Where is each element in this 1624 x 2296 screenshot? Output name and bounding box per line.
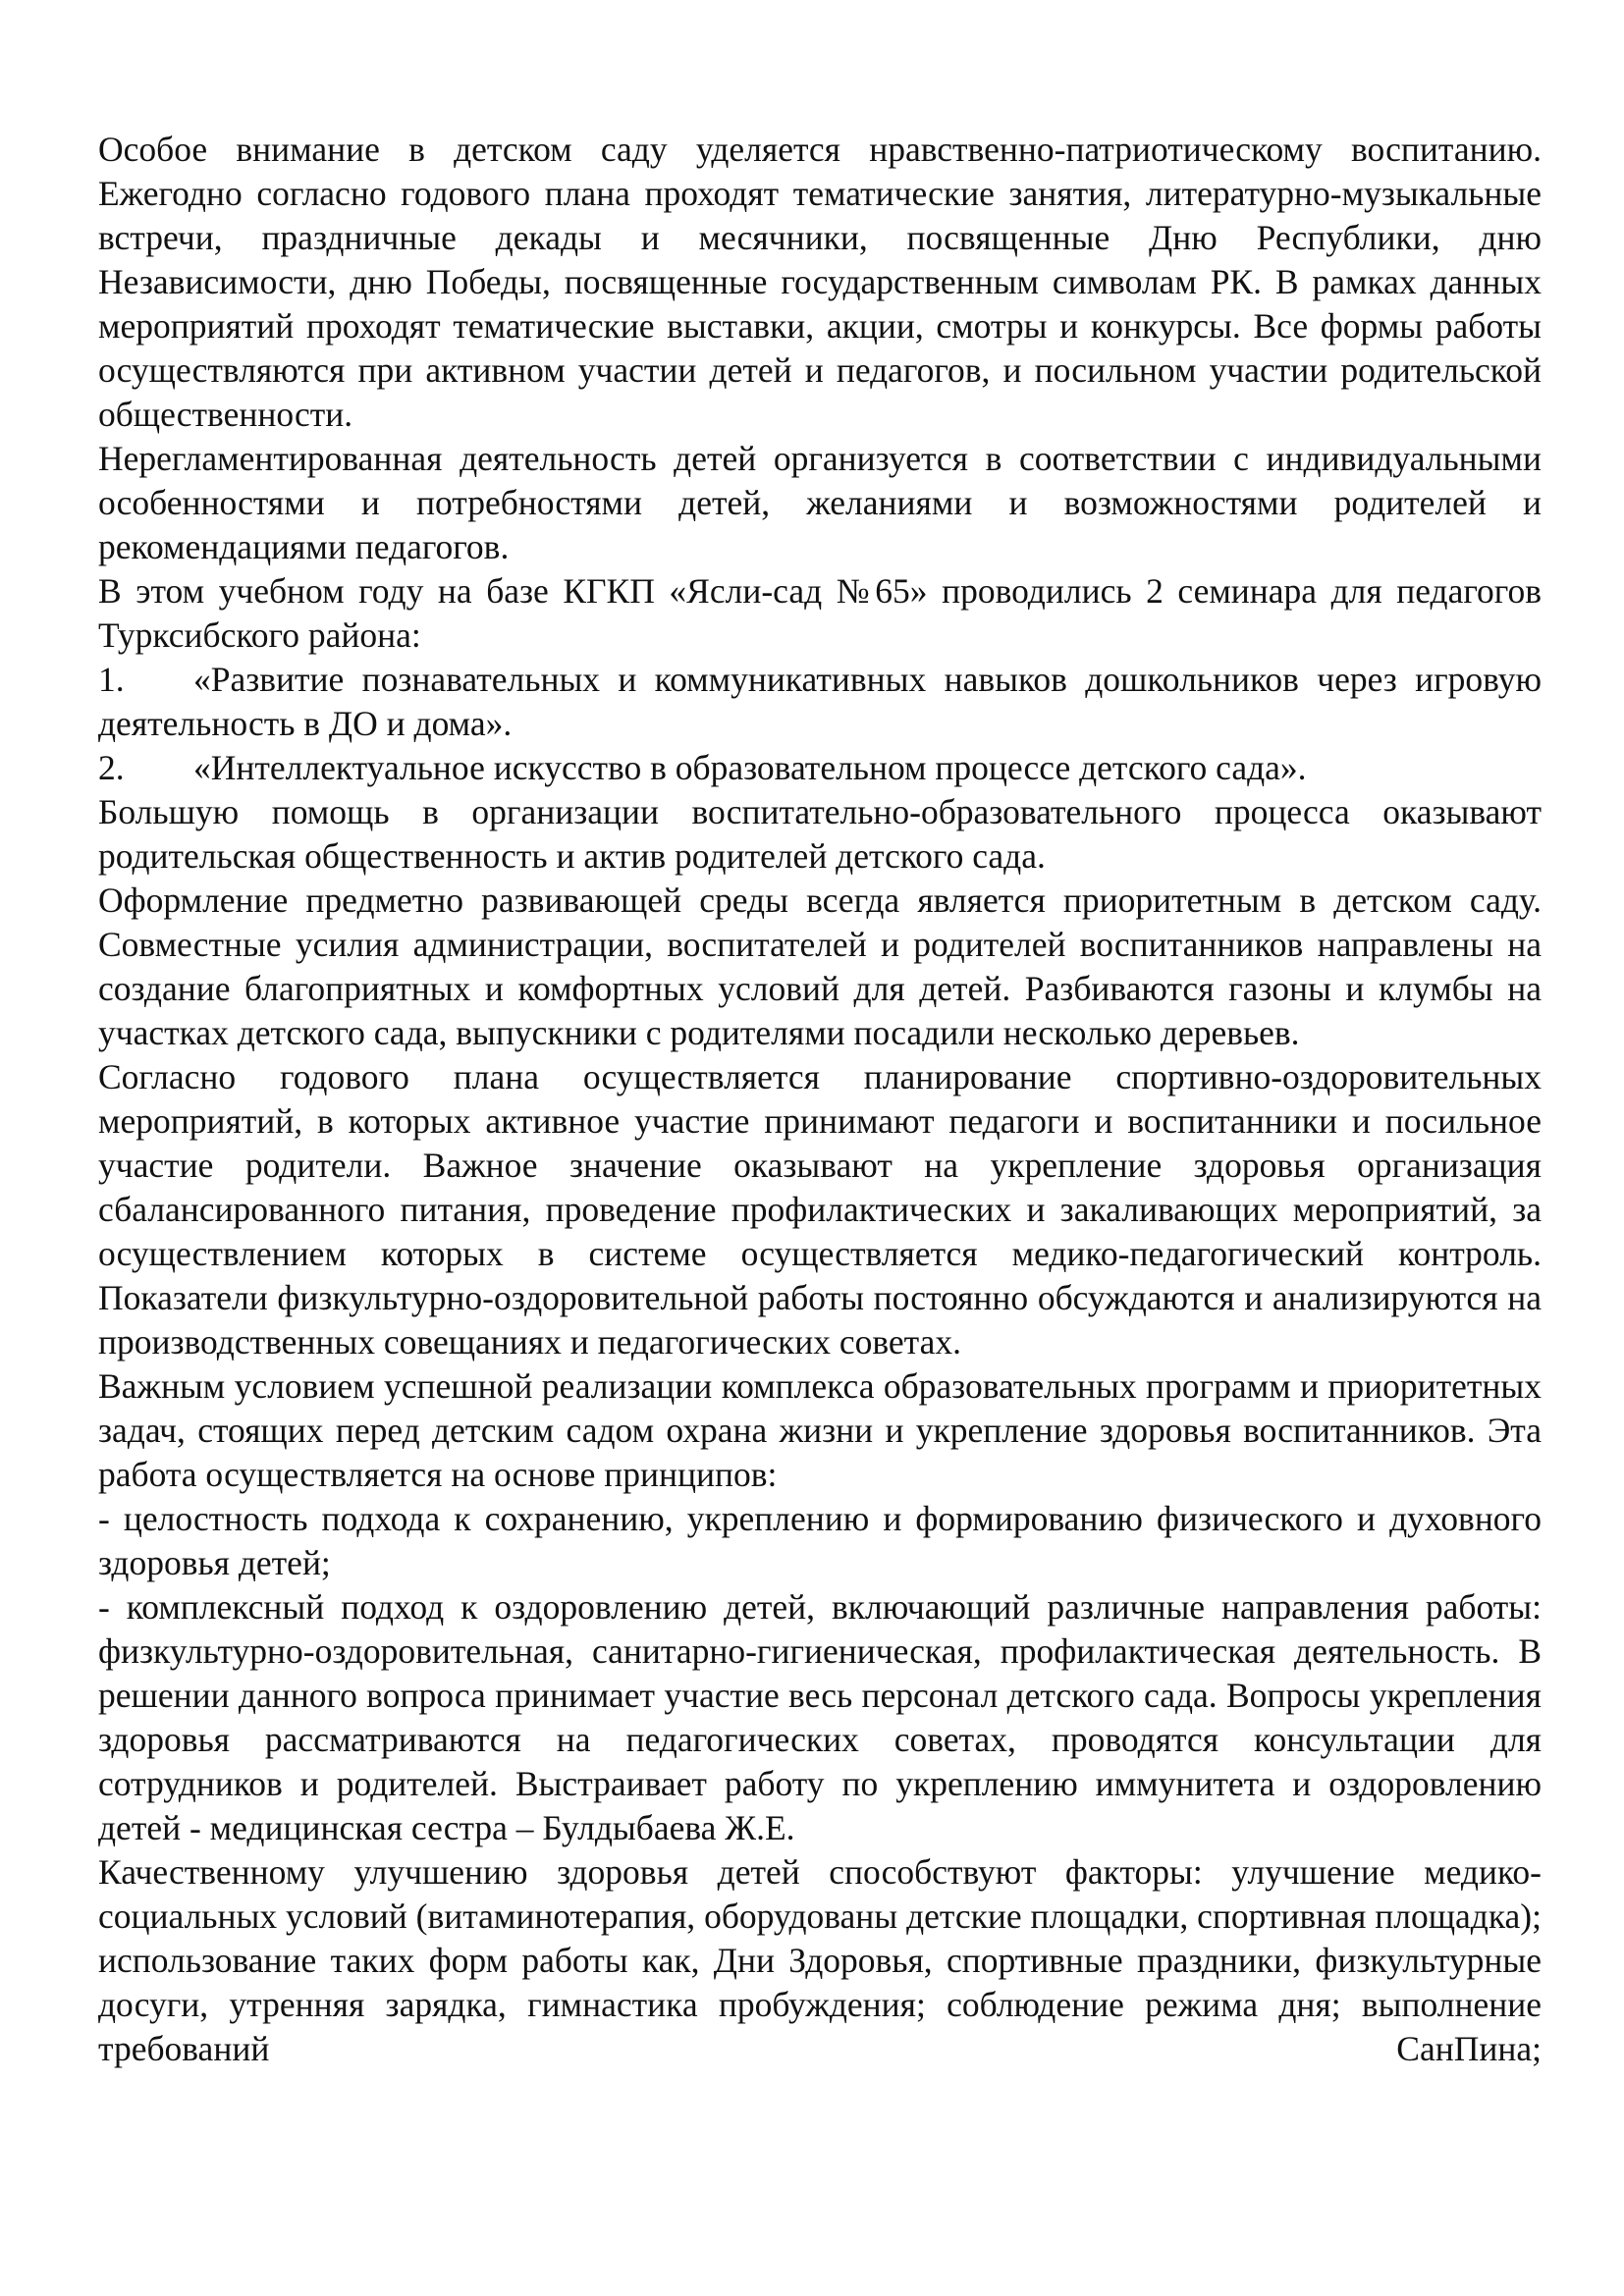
paragraph-patriotic-education: Особое внимание в детском саду уделяется нравственно-патриотическому воспитанию. Ежегодно согласно годового плана проходят тематические занятия, литературно-музыкальные встречи, праздничные декады и месячники, посвященные Дню Республики, дню Независимости, дню Победы, посвященные государственным символам РК. В рамках данных мероприятий проходят тематические выставки, акции, смотры и конкурсы. Все формы работы осуществляются при активном участии детей и педагогов, и посильном участии родительской общественности. [98,130,1542,434]
seminar-number: 1. [98,660,125,699]
paragraph-health-protection: Важным условием успешной реализации комплекса образовательных программ и приоритетных задач, стоящих перед детским садом охрана жизни и укрепление здоровья воспитанников. Эта работа осуществляется на основе принципов: [98,1366,1542,1494]
paragraph-sports-plan: Согласно годового плана осуществляется планирование спортивно-оздоровительных мероприятий, в которых активное участие принимают педагоги и воспитанники и посильное участие родители. Важное значение оказывают на укрепление здоровья организация сбалансированного питания, проведение профилактических и закаливающих мероприятий, за осуществлением которых в системе осуществляется медико-педагогический контроль. Показатели физкультурно-оздоровительной работы постоянно обсуждаются и анализируются на производственных совещаниях и педагогических советах. [98,1057,1542,1362]
paragraph-parent-help: Большую помощь в организации воспитательно-образовательного процесса оказывают родительская общественность и актив родителей детского сада. [98,792,1542,876]
seminar-item-1 [98,658,1542,746]
seminar-text: «Развитие познавательных и коммуникативных навыков дошкольников через игровую деятельность в ДО и дома». [98,660,1542,743]
paragraph-principle-complex: - комплексный подход к оздоровлению детей, включающий различные направления работы: физкультурно-оздоровительная, санитарно-гигиеническая, профилактическая деятельность. В решении данного вопроса принимает участие весь персонал детского сада. Вопросы укрепления здоровья рассматриваются на педагогических советах, проводятся консультации для сотрудников и родителей. Выстраивает работу по укреплению иммунитета и оздоровлению детей - медицинская сестра – Булдыбаева Ж.Е. [98,1587,1542,1847]
seminar-number: 2. [98,748,125,787]
paragraph-principle-integrity: - целостность подхода к сохранению, укреплению и формированию физического и духовного здоровья детей; [98,1499,1542,1582]
seminar-item-2 [98,746,1542,790]
paragraph-health-factors: Качественному улучшению здоровья детей способствуют факторы: улучшение медико-социальных условий (витаминотерапия, оборудованы детские площадки, спортивная площадка); использование таких форм работы как, Дни Здоровья, спортивные праздники, физкультурные досуги, утренняя зарядка, гимнастика пробуждения; соблюдение режима дня; выполнение требований СанПина; [98,1852,1542,2068]
paragraph-environment: Оформление предметно развивающей среды всегда является приоритетным в детском саду. Совместные усилия администрации, воспитателей и родителей воспитанников направлены на создание благоприятных и комфортных условий для детей. Разбиваются газоны и клумбы на участках детского сада, выпускники с родителями посадили несколько деревьев. [98,881,1542,1052]
document-body [98,128,1542,2071]
paragraph-unregulated-activity: Нерегламентированная деятельность детей организуется в соответствии с индивидуальными особенностями и потребностями детей, желаниями и возможностями родителей и рекомендациями педагогов. [98,439,1542,566]
paragraph-seminars-intro: В этом учебном году на базе КГКП «Ясли-сад №65» проводились 2 семинара для педагогов Турксибского района: [98,571,1542,655]
seminar-text: «Интеллектуальное искусство в образовательном процессе детского сада». [193,748,1307,787]
